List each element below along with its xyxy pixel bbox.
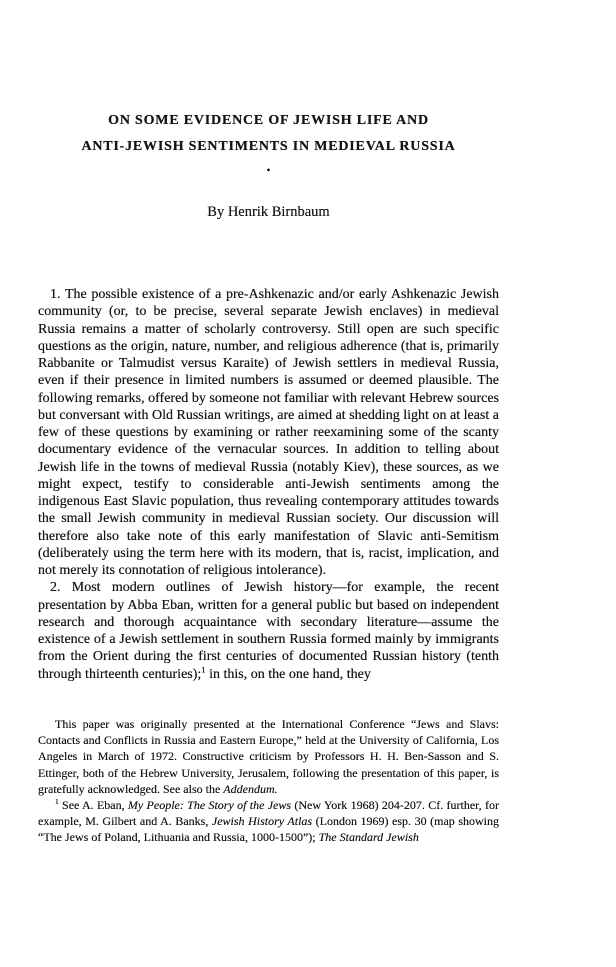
- paragraph-2-text-after: in this, on the one hand, they: [205, 666, 371, 682]
- footnote-1-text-3: (London 1969) esp. 30 (map showing “The Jews of Poland, Lithuania and Russia, 1000-1500”);: [38, 814, 499, 845]
- footnote-ref-1: 1: [201, 663, 206, 674]
- article-title: [38, 108, 499, 160]
- footnote-1: [38, 797, 499, 846]
- title-line-2: ANTI-JEWISH SENTIMENTS IN MEDIEVAL RUSSIA: [81, 139, 456, 154]
- footnote-acknowledgment: [38, 716, 499, 797]
- footnote-1-title-2: Jewish History Atlas: [211, 814, 313, 829]
- paragraph-2: [38, 579, 499, 683]
- footnote-1-text-2: (New York 1968) 204-207. Cf. further, for example, M. Gilbert and A. Banks,: [38, 798, 499, 829]
- footnote-1-title-3: The Standard Jewish: [318, 830, 419, 845]
- paragraph-1: 1. The possible existence of a pre-Ashkenazic and/or early Ashkenazic Jewish community (or, to be precise, several separate Jewish enclaves) in medieval Russia remains a matter of scholarly controversy. Still open are such specific questions as the origin, nature, number, and religious adherence (that is, primarily Rabbanite or Talmudist versus Karaite) of Jewish settlers in medieval Russia, even if their presence in limited numbers is assumed or deemed plausible. The following remarks, offered by someone not familiar with relevant Hebrew sources but conversant with Old Russian writings, are aimed at shedding light on at least a few of these questions by examining or rather reexamining some of the scanty documentary evidence of the vernacular sources. In addition to telling about Jewish life in the towns of medieval Russia (notably Kiev), these sources, as we might expect, testify to considerable anti-Jewish sentiments among the indigenous East Slavic population, thus revealing contemporary attitudes towards the small Jewish community in medieval Russian society. Our discussion will therefore also take note of this early manifestation of Slavic anti-Semitism (deliberately using the term here with its modern, that is, racist, implication, and not merely its connotation of religious intolerance).: [38, 287, 499, 578]
- acknowledgment-italic: Addendum.: [223, 781, 278, 796]
- acknowledgment-text: This paper was originally presented at the International Conference “Jews and Slavs: Contacts and Conflicts in Russia and Eastern Europe,” held at the University of California, Los Angeles in March of 1972. Constructive criticism by Professors H. H. Ben-Sasson and S. Ettinger, both of the Hebrew University, Jerusalem, following the presentation of this paper, is gratefully acknowledged. See also the: [38, 717, 499, 796]
- article-body: [38, 286, 499, 683]
- paragraph-2-text: 2. Most modern outlines of Jewish history—for example, the recent presentation by Abba Eban, written for a general public but based on independent research and thorough acquaintance with secondary literature—assume the existence of a Jewish settlement in southern Russia formed mainly by immigrants from the Orient during the first centuries of documented Russian history (tenth through thirteenth centuries);: [38, 580, 499, 682]
- separator-dot: •: [266, 163, 271, 177]
- footnotes-section: [38, 716, 499, 846]
- footnote-1-title-1: My People: The Story of the Jews: [127, 798, 292, 813]
- byline: By Henrik Birnbaum: [207, 204, 330, 220]
- footnote-1-text: See A. Eban,: [58, 798, 128, 813]
- title-line-1: ON SOME EVIDENCE OF JEWISH LIFE AND: [108, 113, 429, 128]
- footnote-1-marker: 1: [55, 797, 59, 807]
